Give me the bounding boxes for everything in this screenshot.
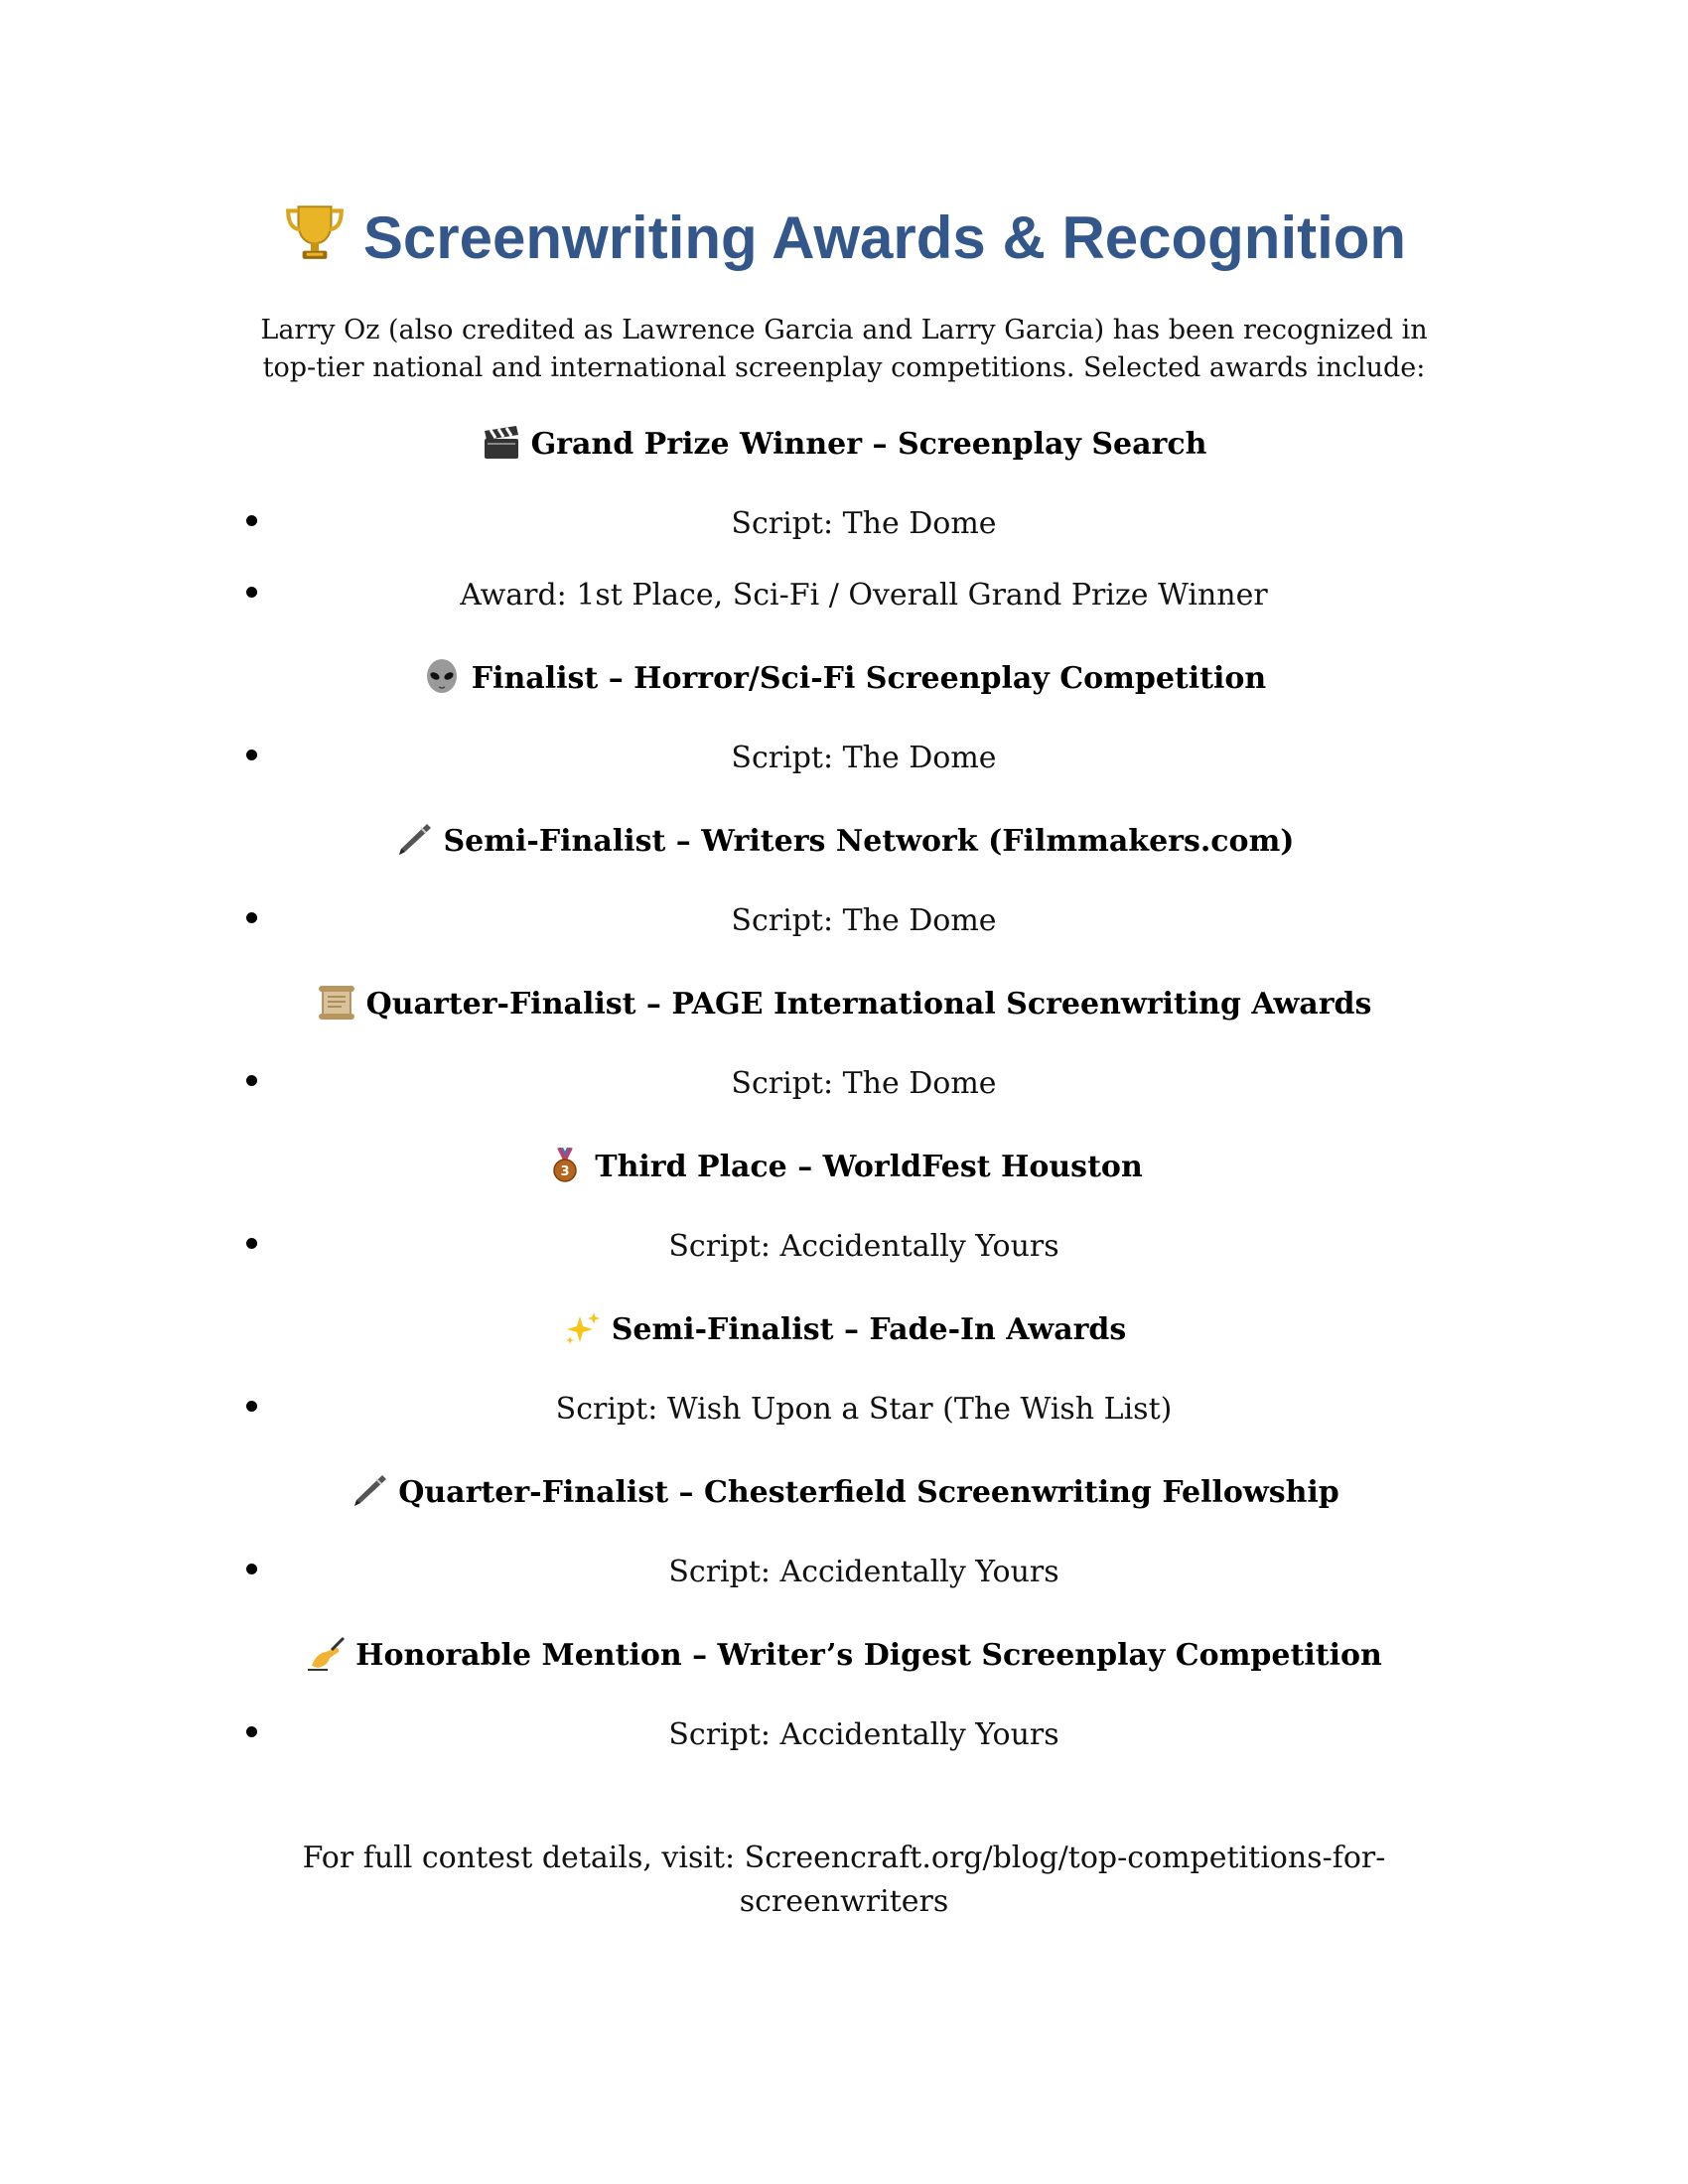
award-heading: Finalist – Horror/Sci-Fi Screenplay Competition [0, 659, 1688, 696]
writing-hand-icon [306, 1636, 346, 1672]
clapperboard-icon [482, 425, 521, 461]
award-heading: Grand Prize Winner – Screenplay Search [0, 425, 1688, 462]
trophy-icon [282, 199, 348, 278]
award-heading: Quarter-Finalist – Chesterfield Screenwriting Fellowship [0, 1473, 1688, 1510]
svg-text:3: 3 [560, 1164, 570, 1179]
list-item: Script: Accidentally Yours [668, 1555, 1059, 1589]
footer-note: For full contest details, visit: Screencraft.org/blog/top-competitions-for-screenwriters [302, 1841, 1386, 1919]
award-heading: Semi-Finalist – Writers Network (Filmmakers.com) [0, 822, 1688, 859]
award-heading: Honorable Mention – Writer’s Digest Screenplay Competition [0, 1636, 1688, 1673]
intro-paragraph: Larry Oz (also credited as Lawrence Garcia and Larry Garcia) has been recognized in top-tier national and international screenplay competitions. Selected awards include: [260, 315, 1428, 383]
award-heading: 3 Third Place – WorldFest Houston [0, 1148, 1688, 1184]
award-heading: Semi-Finalist – Fade-In Awards [0, 1310, 1688, 1347]
award-heading: Quarter-Finalist – PAGE International Screenwriting Awards [0, 985, 1688, 1022]
list-item: Script: Wish Upon a Star (The Wish List) [555, 1392, 1173, 1427]
list-item: Script: The Dome [731, 506, 997, 541]
list-item: Script: The Dome [731, 1066, 997, 1101]
scroll-icon [317, 985, 356, 1021]
bronze-medal-icon [545, 1148, 585, 1183]
list-item: Script: Accidentally Yours [668, 1717, 1059, 1752]
list-item: Award: 1st Place, Sci-Fi / Overall Grand Prize Winner [460, 578, 1268, 613]
alien-icon [422, 659, 462, 695]
list-item: Script: The Dome [731, 741, 997, 775]
sparkles-icon [562, 1310, 602, 1346]
pen-icon [393, 822, 433, 858]
pen-icon [349, 1473, 388, 1509]
list-item: Script: Accidentally Yours [668, 1229, 1059, 1264]
page-title: Screenwriting Awards & Recognition [0, 199, 1688, 278]
list-item: Script: The Dome [731, 903, 997, 938]
